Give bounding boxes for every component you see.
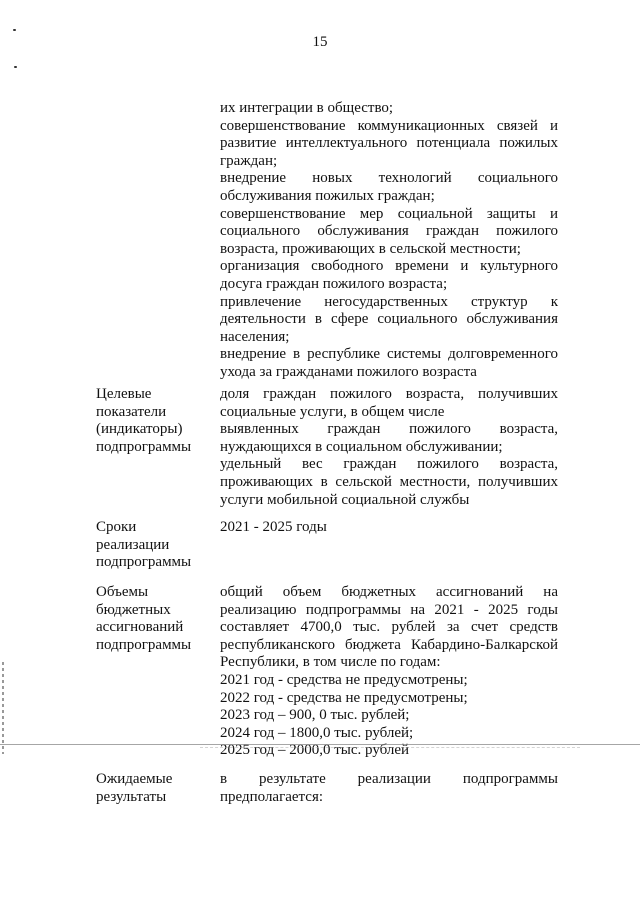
row-label-budget: Объемы бюджетных ассигнований подпрограммы — [96, 584, 192, 653]
indicator-line: доля граждан пожилого возраста, получивших социальные услуги, в общем числе — [220, 386, 558, 420]
intro-line: внедрение в республике системы долговременного ухода за гражданами пожилого возраста — [220, 346, 558, 380]
intro-block — [220, 100, 558, 382]
scan-edge-mark — [2, 662, 4, 754]
budget-line: общий объем бюджетных ассигнований на реализацию подпрограммы на 2021 - 2025 годы составляет 4700,0 тыс. рублей за счет средств республиканского бюджета Кабардино-Балкарской Республики, в том числе по годам: — [220, 584, 558, 671]
scan-fold-line — [0, 744, 640, 745]
budget-line: 2025 год – 2000,0 тыс. рублей — [220, 742, 410, 759]
scan-speck — [14, 66, 17, 68]
indicator-line: выявленных граждан пожилого возраста, нуждающихся в социальном обслуживании; — [220, 421, 558, 455]
row-label-indicators: Целевые показатели (индикаторы) подпрограммы — [96, 386, 192, 455]
scan-fold-line — [200, 747, 580, 748]
indicator-line: удельный вес граждан пожилого возраста, проживающих в сельской местности, получивших услуги мобильной социальной службы — [220, 456, 558, 508]
budget-line: 2023 год – 900, 0 тыс. рублей; — [220, 707, 410, 724]
intro-line: организация свободного времени и культурного досуга граждан пожилого возраста; — [220, 258, 558, 292]
row-content-indicators — [220, 386, 558, 509]
intro-line: их интеграции в общество; — [220, 100, 394, 116]
intro-line: совершенствование мер социальной защиты и социального обслуживания граждан пожилого возраста, проживающих в сельской местности; — [220, 205, 558, 257]
intro-line: привлечение негосударственных структур к деятельности в сфере социального обслуживания населения; — [220, 293, 558, 345]
row-label-terms: Сроки реализации подпрограммы — [96, 519, 192, 571]
row-content-results: в результате реализации подпрограммы предполагается: — [220, 771, 558, 805]
scan-speck — [13, 29, 16, 31]
budget-line: 2024 год – 1800,0 тыс. рублей; — [220, 724, 414, 741]
budget-line: 2021 год - средства не предусмотрены; — [220, 671, 468, 688]
page-number: 15 — [312, 34, 328, 50]
budget-line: 2022 год - средства не предусмотрены; — [220, 689, 468, 706]
row-label-results: Ожидаемые результаты — [96, 771, 173, 805]
row-content-terms: 2021 - 2025 годы — [220, 519, 327, 535]
intro-line: внедрение новых технологий социального обслуживания пожилых граждан; — [220, 170, 558, 204]
row-content-budget — [220, 584, 558, 760]
intro-line: совершенствование коммуникационных связей и развитие интеллектуального потенциала пожилых граждан; — [220, 117, 558, 169]
